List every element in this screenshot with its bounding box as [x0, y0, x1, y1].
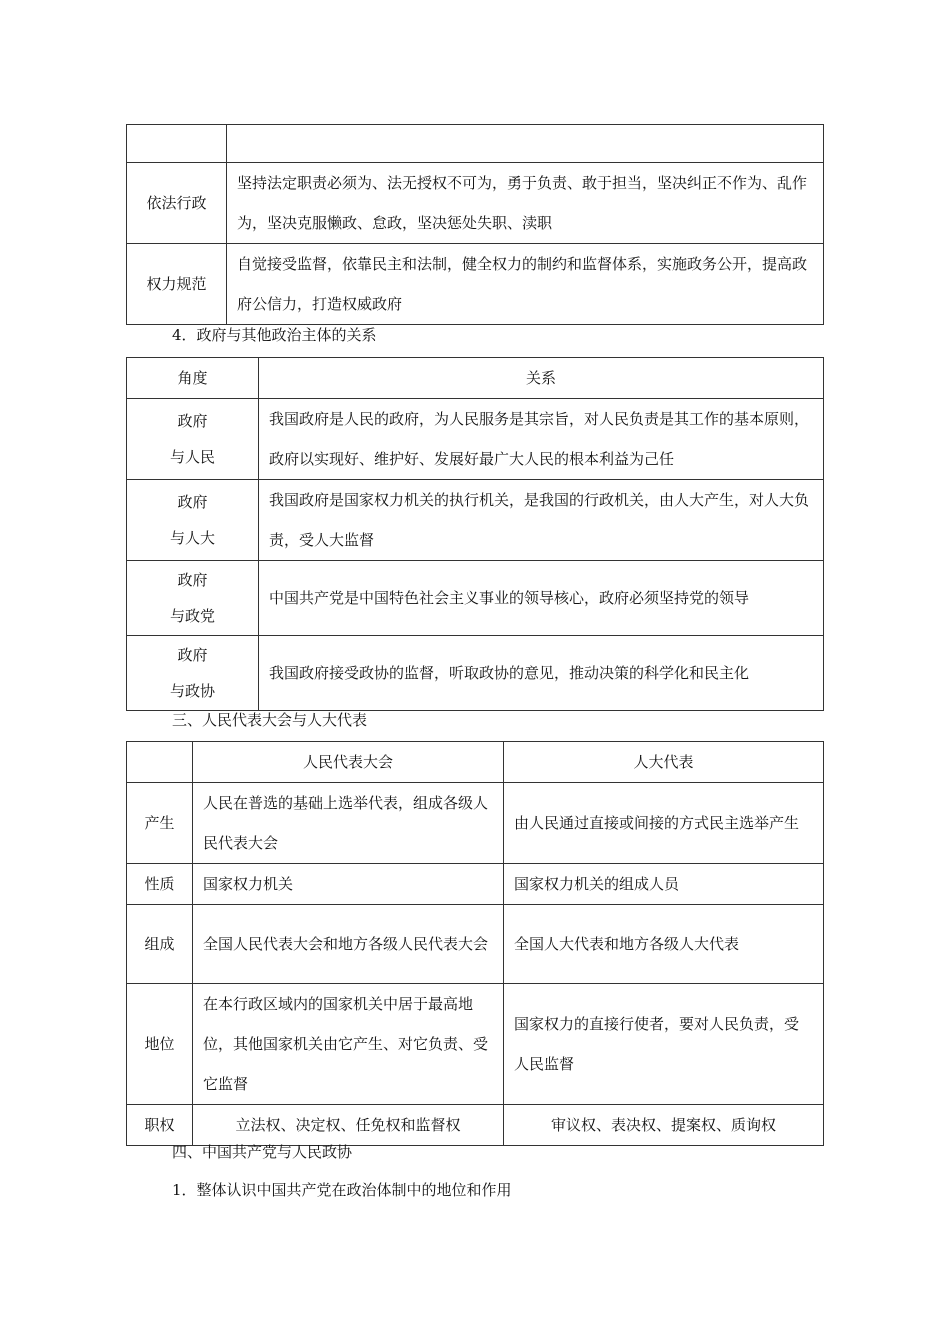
column-header: 人民代表大会: [193, 742, 504, 783]
label-line: 政府: [177, 646, 208, 664]
table-row: [127, 864, 824, 905]
table-row: [127, 636, 824, 711]
section-heading: 1．整体认识中国共产党在政治体制中的地位和作用: [172, 1181, 512, 1199]
table-government-relations: [126, 357, 824, 711]
table-header-row: [127, 742, 824, 783]
table-row: [127, 905, 824, 984]
label-line: 与人民: [169, 448, 215, 466]
row-label: [127, 125, 227, 163]
row-label: [127, 399, 259, 480]
label-line: 政府: [177, 571, 208, 589]
cell-congress: 全国人民代表大会和地方各级人民代表大会: [193, 905, 504, 984]
table-row: [127, 984, 824, 1105]
table-row: [127, 399, 824, 480]
label-line: 与政党: [169, 607, 215, 625]
row-content: 我国政府接受政协的监督，听取政协的意见，推动决策的科学化和民主化: [259, 636, 824, 711]
label-line: 与人大: [169, 529, 215, 547]
table-header-row: [127, 358, 824, 399]
row-label: [127, 480, 259, 561]
cell-deputies: 由人民通过直接或间接的方式民主选举产生: [504, 783, 824, 864]
row-label: 权力规范: [127, 244, 227, 325]
section-heading: 四、中国共产党与人民政协: [172, 1143, 353, 1161]
table-row: [127, 244, 824, 325]
column-header: [127, 742, 193, 783]
row-label: [127, 561, 259, 636]
label-line: 政府: [177, 412, 208, 430]
table-row: [127, 125, 824, 163]
table-congress-deputies: [126, 741, 824, 1146]
column-header: 人大代表: [504, 742, 824, 783]
cell-congress: 在本行政区域内的国家机关中居于最高地位，其他国家机关由它产生、对它负责、受它监督: [193, 984, 504, 1105]
table-row: [127, 1105, 824, 1146]
cell-congress: 立法权、决定权、任免权和监督权: [193, 1105, 504, 1146]
cell-deputies: 国家权力机关的组成人员: [504, 864, 824, 905]
row-content: 我国政府是国家权力机关的执行机关，是我国的行政机关，由人大产生，对人大负责，受人大监督: [259, 480, 824, 561]
column-header: 关系: [259, 358, 824, 399]
row-label: 地位: [127, 984, 193, 1105]
table-row: [127, 480, 824, 561]
table-row: [127, 163, 824, 244]
row-content: 自觉接受监督，依靠民主和法制，健全权力的制约和监督体系，实施政务公开，提高政府公信力，打造权威政府: [227, 244, 824, 325]
cell-congress: 人民在普选的基础上选举代表，组成各级人民代表大会: [193, 783, 504, 864]
cell-deputies: 审议权、表决权、提案权、质询权: [504, 1105, 824, 1146]
cell-congress: 国家权力机关: [193, 864, 504, 905]
row-content: 中国共产党是中国特色社会主义事业的领导核心，政府必须坚持党的领导: [259, 561, 824, 636]
section-heading: 4．政府与其他政治主体的关系: [172, 326, 377, 344]
table-government-principles: [126, 124, 824, 325]
table-row: [127, 561, 824, 636]
label-line: 政府: [177, 493, 208, 511]
row-content: 我国政府是人民的政府，为人民服务是其宗旨，对人民负责是其工作的基本原则，政府以实现好、维护好、发展好最广大人民的根本利益为己任: [259, 399, 824, 480]
row-label: 组成: [127, 905, 193, 984]
row-content: [227, 125, 824, 163]
row-label: 性质: [127, 864, 193, 905]
row-label: [127, 636, 259, 711]
row-label: 依法行政: [127, 163, 227, 244]
row-label: 职权: [127, 1105, 193, 1146]
cell-deputies: 全国人大代表和地方各级人大代表: [504, 905, 824, 984]
cell-deputies: 国家权力的直接行使者，要对人民负责，受人民监督: [504, 984, 824, 1105]
table-row: [127, 783, 824, 864]
row-label: 产生: [127, 783, 193, 864]
section-heading: 三、人民代表大会与人大代表: [172, 711, 368, 729]
row-content: 坚持法定职责必须为、法无授权不可为，勇于负责、敢于担当，坚决纠正不作为、乱作为，坚决克服懒政、怠政，坚决惩处失职、渎职: [227, 163, 824, 244]
label-line: 与政协: [169, 682, 215, 700]
column-header: 角度: [127, 358, 259, 399]
